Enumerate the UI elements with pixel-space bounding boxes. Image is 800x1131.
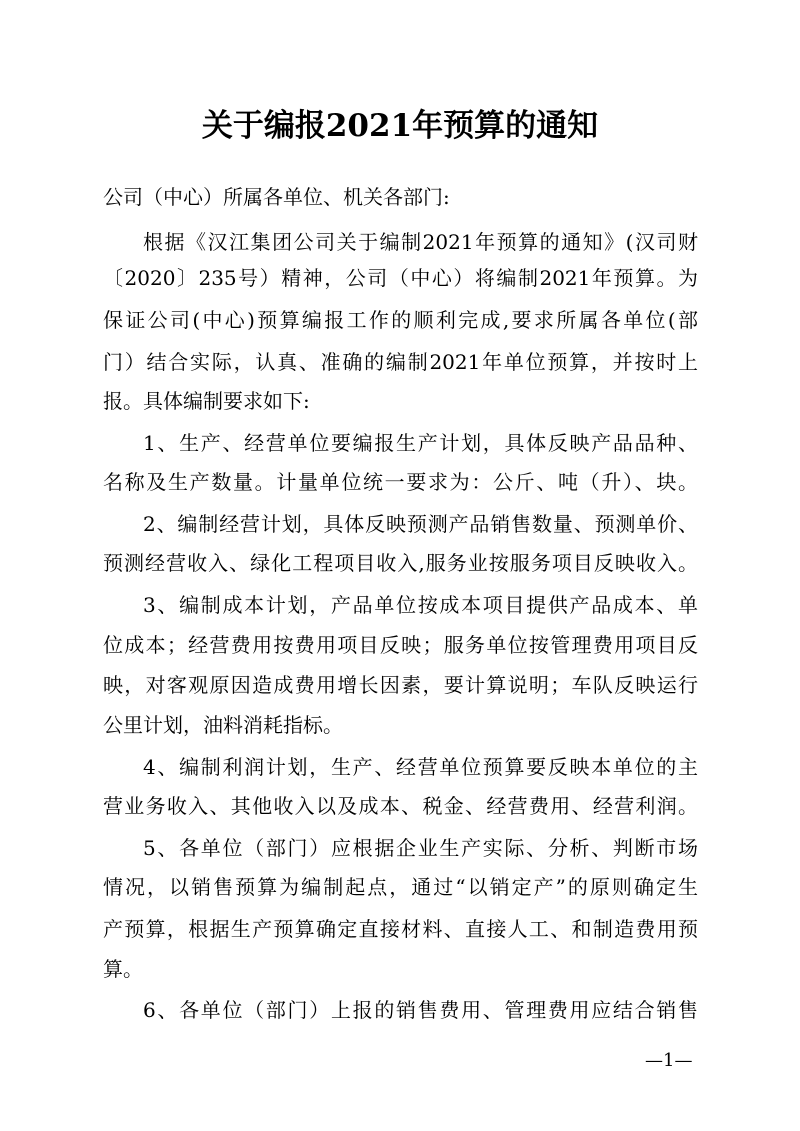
text-line: 营业务收入、其他收入以及成本、税金、经营费用、经营利润。 [103, 794, 698, 818]
text-line: 映，对客观原因造成费用增长因素，要计算说明；车队反映运行 [103, 673, 698, 697]
document-title: 关于编报2021年预算的通知 [201, 108, 599, 144]
text-line: 公里计划，油料消耗指标。 [103, 713, 343, 737]
text-line: 2、编制经营计划，具体反映预测产品销售数量、预测单价、 [143, 512, 698, 536]
text-line: 情况，以销售预算为编制起点，通过“以销定产”的原则确定生 [103, 875, 698, 899]
text-line: 保证公司(中心)预算编报工作的顺利完成,要求所属各单位(部 [103, 308, 698, 332]
text-line: 报。具体编制要求如下: [103, 389, 310, 413]
text-line: 〔2020〕235号）精神，公司（中心）将编制2021年预算。为 [103, 266, 698, 290]
text-line: 位成本；经营费用按费用项目反映；服务单位按管理费用项目反 [103, 633, 698, 657]
text-line: 公司（中心）所属各单位、机关各部门: [103, 185, 450, 209]
text-line: 6、各单位（部门）上报的销售费用、管理费用应结合销售 [143, 998, 698, 1022]
text-line: 5、各单位（部门）应根据企业生产实际、分析、判断市场 [143, 836, 698, 860]
text-line: 4、编制利润计划，生产、经营单位预算要反映本单位的主 [143, 755, 698, 779]
text-line: 1、生产、经营单位要编报生产计划，具体反映产品品种、 [143, 431, 698, 455]
text-line: 门）结合实际，认真、准确的编制2021年单位预算，并按时上 [103, 350, 698, 374]
text-line: 预测经营收入、绿化工程项目收入,服务业按服务项目反映收入。 [103, 551, 698, 575]
text-line: 产预算，根据生产预算确定直接材料、直接人工、和制造费用预 [103, 917, 698, 941]
page-number: —1— [645, 1050, 693, 1071]
text-line: 名称及生产数量。计量单位统一要求为：公斤、吨（升）、块。 [103, 470, 698, 494]
text-line: 3、编制成本计划，产品单位按成本项目提供产品成本、单 [143, 593, 698, 617]
text-line: 根据《汉江集团公司关于编制2021年预算的通知》(汉司财 [143, 230, 698, 254]
text-line: 算。 [103, 957, 143, 981]
